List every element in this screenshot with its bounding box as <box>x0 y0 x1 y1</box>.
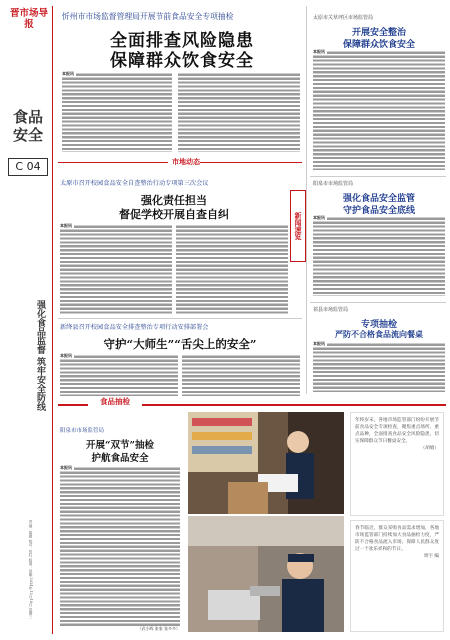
logo-text: 晋市场导报 <box>9 8 48 30</box>
page-code: C 04 <box>8 158 48 176</box>
jz-body <box>313 216 445 296</box>
callout-1-sign: （胡娟） <box>420 446 439 451</box>
chef-source: 新绛县召开校园食品安全排查整治专项行动安排部署会 <box>60 324 209 331</box>
jz-byline: 本报讯 <box>313 215 325 220</box>
chef-title-1: 守护“大师生”“舌尖上的安全” <box>103 337 257 351</box>
school-body-right <box>176 224 288 314</box>
lead-body-right <box>178 72 300 152</box>
school-body-left <box>60 224 172 314</box>
section-title: 食品安全 <box>12 108 43 144</box>
section-bar-label: 市地动态 <box>172 157 200 166</box>
chef-byline: 本报讯 <box>60 353 72 358</box>
callout-1-text: 年终岁末，各地市场监管部门纷纷开展节前食品安全专项检查，聚焦重点场所、重点品种，全面排查食品安全风险隐患，切实保障群众节日餐桌安全。 <box>355 418 439 444</box>
lead-title-2: 保障群众饮食安全 <box>110 51 254 71</box>
rt-title-1: 开展安全整治 <box>351 28 406 38</box>
school-title-1: 强化责任担当 <box>141 194 207 207</box>
lead-body-left <box>62 72 172 152</box>
rt-byline: 本报讯 <box>313 49 325 54</box>
side-tag <box>290 190 306 262</box>
qx-source: 祁县市场监管局 <box>313 307 349 313</box>
lead-title-1: 全面排查风险隐患 <box>110 31 254 51</box>
side-tag-label: 新闻速览 <box>294 212 303 240</box>
jz-title-1: 强化食品安全监管 <box>342 194 415 204</box>
qx-byline: 本报讯 <box>313 341 325 346</box>
bottom-end-note: （武小晖 张家 张多多） <box>137 626 180 631</box>
rt-source: 太原市关草坪区市场监管局 <box>313 15 374 21</box>
callout-2-sign: 周宇 编 <box>423 554 439 559</box>
school-title-2: 督促学校开展自查自纠 <box>119 208 229 221</box>
bottom-body <box>60 466 180 626</box>
qx-title-1: 专项抽检 <box>360 320 397 330</box>
rt-title-2: 保障群众饮食安全 <box>342 40 415 50</box>
school-byline: 本报讯 <box>60 223 72 228</box>
callout-1 <box>350 412 444 516</box>
callout-2-text: 春节临近，群众采购食品需求增加，各地市场监管部门持续加大食品抽检力度，严防不合格食品流入市场，保障人民群众度过一个欢乐祥和的节日。 <box>355 526 439 552</box>
footer-info: 责编：胡娟 校对：贺红 版面：蔡娜 2024年12月18日 星期三 <box>29 520 33 619</box>
jz-source: 阳泉市市场监管局 <box>313 181 354 187</box>
qx-body <box>313 342 445 392</box>
slogan: 强化食品监督 筑牢安全防线 <box>35 300 45 412</box>
photo-inspection-1 <box>188 412 344 514</box>
photo-scene-1 <box>188 412 344 514</box>
bottom-title-1: 开展“双节”抽检 <box>86 440 154 451</box>
rt-body <box>313 50 445 170</box>
photo-scene-2 <box>188 516 344 632</box>
school-source: 太原市召开校园食品安全自查整治行动专项第三次会议 <box>60 180 209 187</box>
cat-bar-label: 食品抽检 <box>88 396 142 407</box>
qx-title-2: 严防不合格食品流向餐桌 <box>335 329 423 339</box>
chef-body-left <box>60 354 178 396</box>
masthead-logo <box>6 8 52 64</box>
bottom-source: 阳泉市市场监管局 <box>60 428 105 434</box>
jz-title-2: 守护食品安全底线 <box>342 206 415 216</box>
photo-inspection-2 <box>188 516 344 632</box>
lead-byline: 本报讯 <box>62 71 74 76</box>
chef-body-right <box>182 354 300 396</box>
lead-source: 忻州市市场监督管理局开展节前食品安全专项抽检 <box>62 12 234 21</box>
callout-2 <box>350 520 444 632</box>
bottom-byline: 本报讯 <box>60 465 72 470</box>
bottom-title-2: 护航食品安全 <box>91 453 149 464</box>
